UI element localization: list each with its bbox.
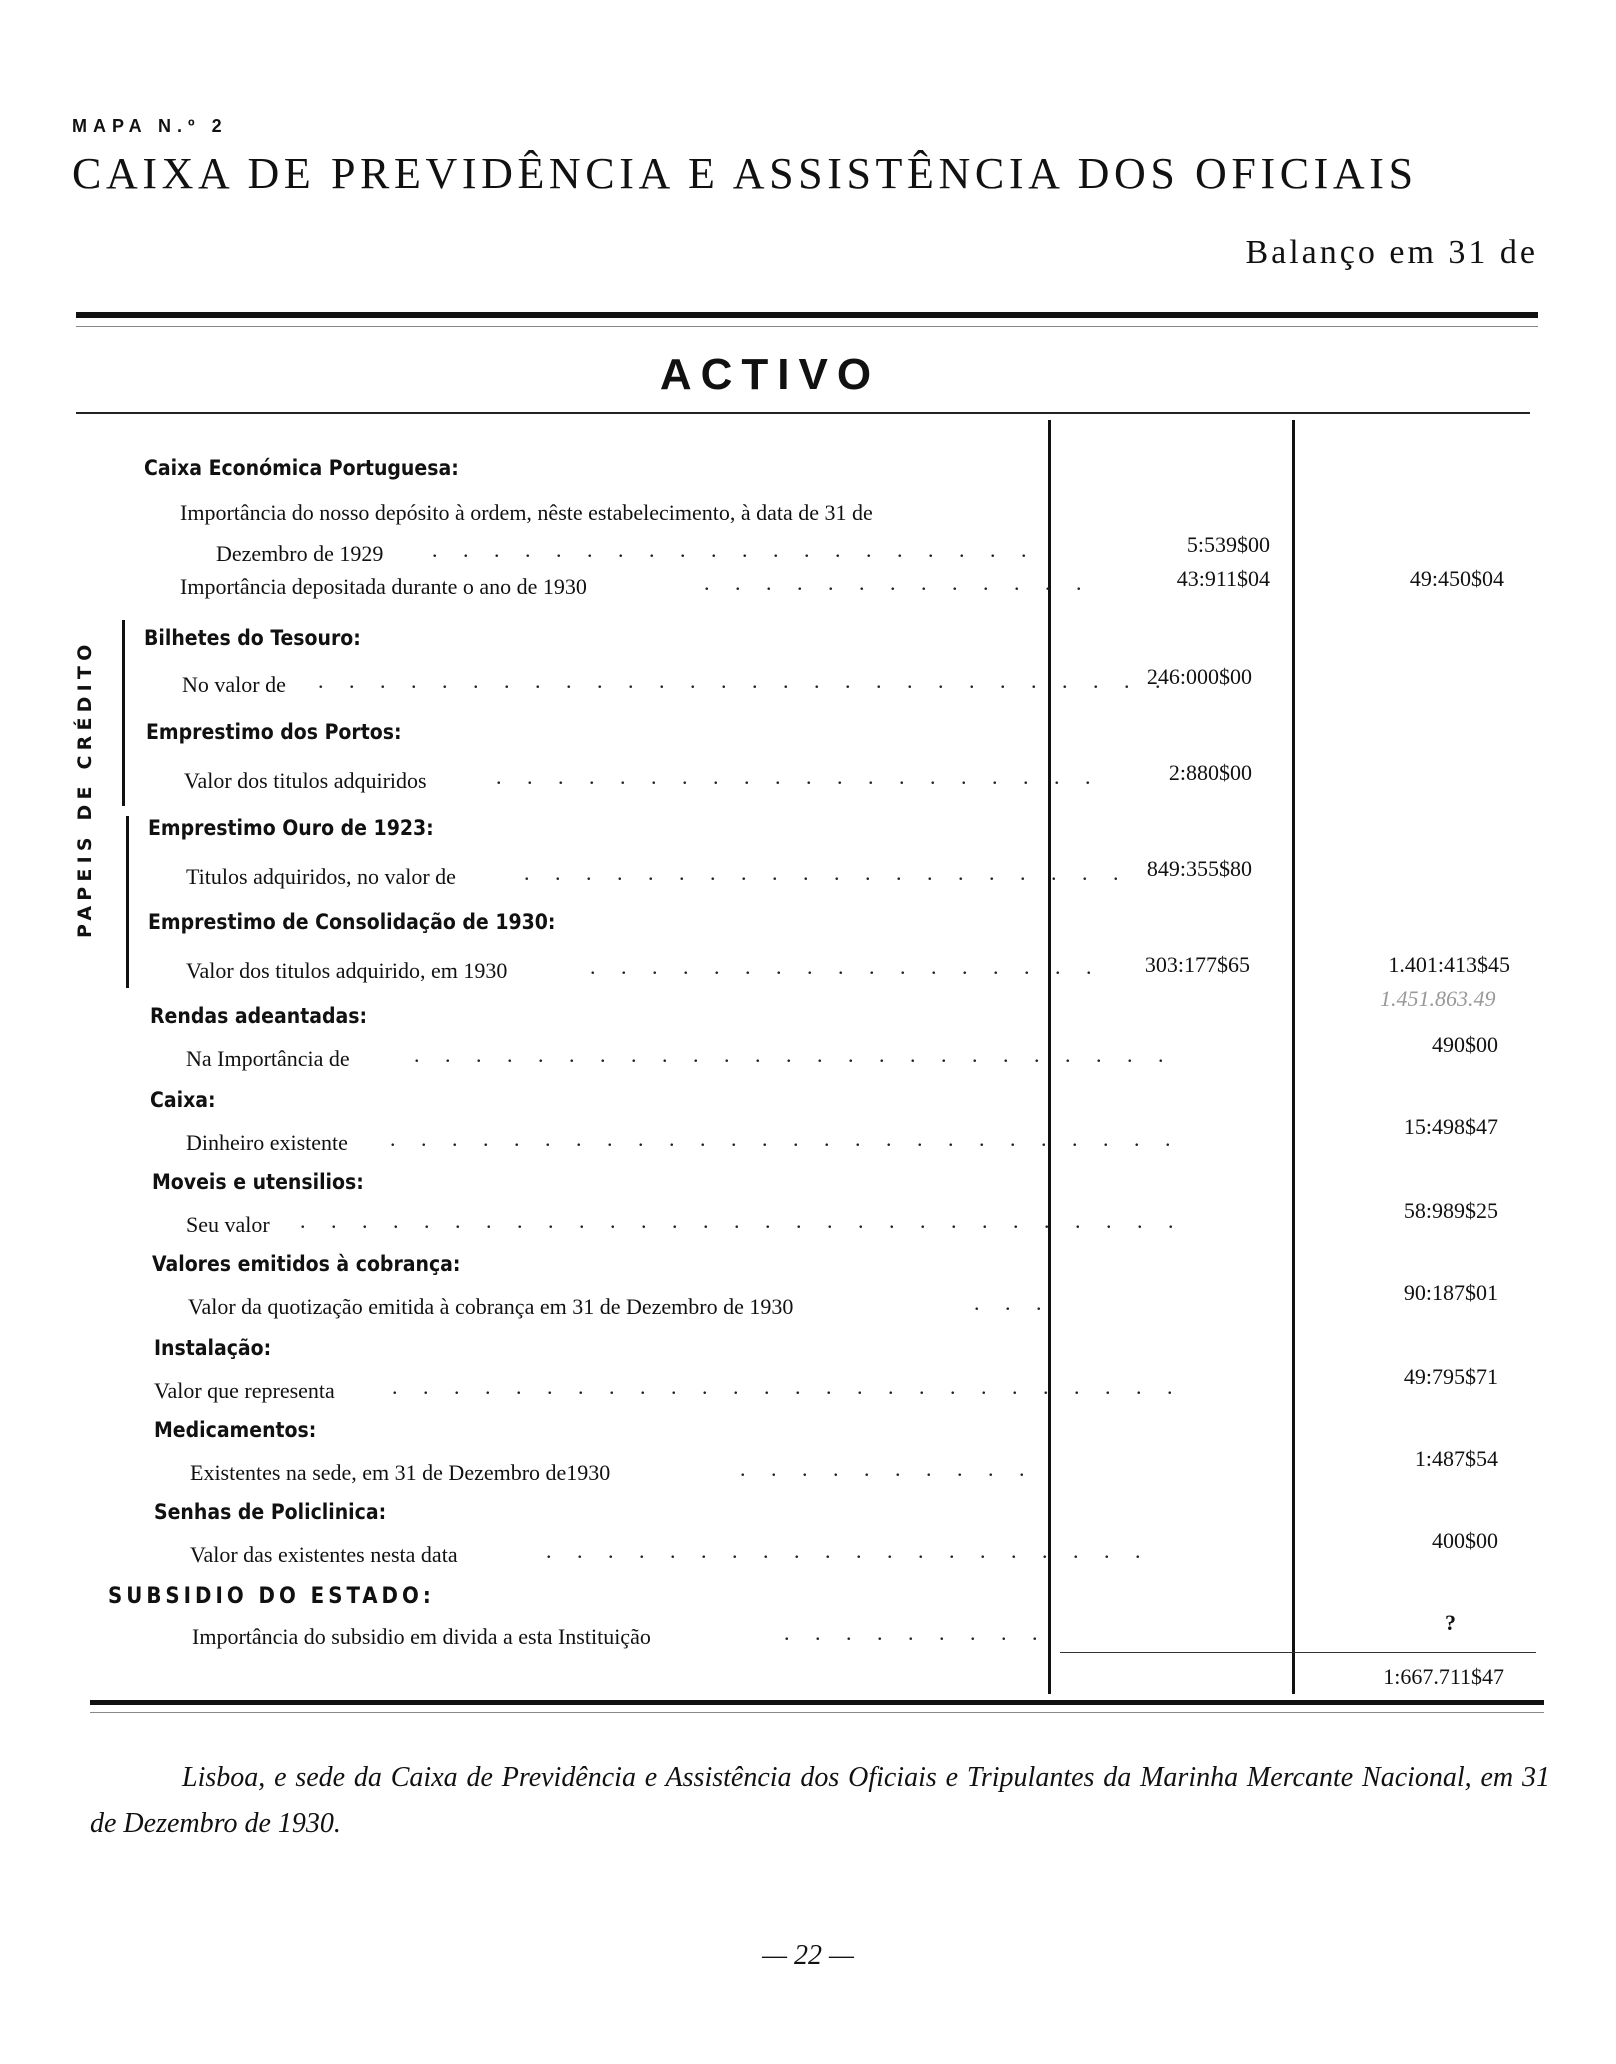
column-divider-right [1292,420,1295,1694]
rendas-total: 490$00 [1432,1032,1498,1057]
heading-moveis-utensilios: Moveis e utensilios: [152,1170,364,1194]
medicamentos-total: 1:487$54 [1414,1446,1498,1471]
valores-total: 90:187$01 [1403,1280,1498,1305]
bilhetes-line: No valor de [182,672,286,697]
caixa-total: 15:498$47 [1403,1114,1498,1139]
page-number: — 22 — [762,1940,854,1971]
caixa-line: Dinheiro existente [186,1130,348,1155]
heading-instalacao: Instalação: [154,1336,272,1360]
rendas-line: Na Importância de [186,1046,350,1071]
top-rule-thin [76,326,1538,327]
caixa-economica-line1: Importância do nosso depósito à ordem, nêste estabelecimento, à data de 31 de [180,500,873,525]
leader-dots: . . . . . . . . . . . . . . . . . . . . [496,764,1101,789]
medicamentos-line: Existentes na sede, em 31 de Dezembro de1930 [190,1460,611,1485]
top-rule-thick [76,312,1538,318]
leader-dots: . . . . . . . . . . . . . . . . . . . . [432,537,1037,562]
leader-dots: . . . . . . . . . [784,1620,1048,1645]
subsidio-total: ? [1445,1610,1456,1635]
leader-dots: . . . . . . . . . . . . . . . . . [590,954,1102,979]
ouro-line: Titulos adquiridos, no valor de [186,864,456,889]
heading-caixa-economica: Caixa Económica Portuguesa: [144,456,459,480]
leader-dots: . . . . . . . . . . . . . . . . . . . . [546,1538,1151,1563]
bottom-rule-thick [90,1700,1544,1705]
caixa-economica-line2: Dezembro de 1929 [216,541,384,566]
side-label-papeis-de-credito: PAPEIS DE CRÉDITO [74,639,96,938]
bracket-ouro-consolidacao [126,816,129,988]
valores-line: Valor da quotização emitida à cobrança em 31 de Dezembro de 1930 [188,1294,794,1319]
leader-dots: . . . . . . . . . . . . . [704,570,1092,595]
footer-place-date: Lisboa, e sede da Caixa de Previdência e Assistência dos Oficiais e Tripulantes da Marinha Mercante Nacional, em 31 de Dezembro de 1930. [90,1762,1550,1839]
section-title-activo: ACTIVO [659,350,881,399]
heading-medicamentos: Medicamentos: [154,1418,317,1442]
balance-date-heading: Balanço em 31 de [1245,234,1538,271]
caixa-economica-1929-value: 5:539$00 [1186,532,1270,557]
bracket-bilhetes-portos [122,620,125,806]
senhas-total: 400$00 [1432,1528,1498,1553]
senhas-line: Valor das existentes nesta data [190,1542,458,1567]
leader-dots: . . . . . . . . . . . . . . . . . . . . . . . . . . [392,1374,1183,1399]
pencil-annotation: 1.451.863.49 [1380,986,1496,1011]
moveis-line: Seu valor [186,1212,270,1237]
map-label: MAPA N.º 2 [72,116,228,136]
leader-dots: . . . . . . . . . . [740,1456,1035,1481]
leader-dots: . . . . . . . . . . . . . . . . . . . . . . . . . . . . . [300,1208,1184,1233]
leader-dots: . . . . . . . . . . . . . . . . . . . . . . . . . . . . [318,668,1171,693]
leader-dots: . . . . . . . . . . . . . . . . . . . . [524,860,1129,885]
ouro-value: 849:355$80 [1146,856,1252,881]
leader-dots: . . . . . . . . . . . . . . . . . . . . . . . . . [414,1042,1174,1067]
moveis-total: 58:989$25 [1403,1198,1498,1223]
caixa-economica-1930-value: 43:911$04 [1176,566,1270,591]
heading-valores-emitidos: Valores emitidos à cobrança: [152,1252,461,1276]
bilhetes-value: 246:000$00 [1146,664,1252,689]
subsidio-line: Importância do subsidio em divida a esta Instituição [192,1624,651,1649]
leader-dots: . . . . . . . . . . . . . . . . . . . . . . . . . . [390,1126,1181,1151]
bottom-rule-thin [90,1712,1544,1713]
heading-emprestimo-consolidacao: Emprestimo de Consolidação de 1930: [148,910,556,934]
heading-rendas-adeantadas: Rendas adeantadas: [150,1004,368,1028]
heading-senhas-policlinica: Senhas de Policlinica: [154,1500,387,1524]
heading-emprestimo-portos: Emprestimo dos Portos: [146,720,402,744]
consolidacao-line: Valor dos titulos adquirido, em 1930 [186,958,508,983]
table-top-rule [76,412,1530,414]
consolidacao-value: 303:177$65 [1144,952,1250,977]
grand-total: 1:667.711$47 [1383,1664,1504,1689]
heading-subsidio-estado: SUBSIDIO DO ESTADO: [108,1584,435,1609]
instalacao-total: 49:795$71 [1403,1364,1498,1389]
heading-emprestimo-ouro: Emprestimo Ouro de 1923: [148,816,434,840]
heading-bilhetes-tesouro: Bilhetes do Tesouro: [144,626,361,650]
subtotal-rule [1060,1652,1536,1653]
portos-value: 2:880$00 [1168,760,1252,785]
document-title: CAIXA DE PREVIDÊNCIA E ASSISTÊNCIA DOS OFICIAIS [72,149,1418,198]
consolidacao-total: 1.401:413$45 [1388,952,1510,977]
instalacao-line: Valor que representa [154,1378,335,1403]
caixa-economica-line3: Importância depositada durante o ano de 1930 [180,574,587,599]
leader-dots: . . . [974,1290,1052,1315]
heading-caixa: Caixa: [150,1088,216,1112]
portos-line: Valor dos titulos adquiridos [184,768,427,793]
caixa-economica-total: 49:450$04 [1409,566,1504,591]
